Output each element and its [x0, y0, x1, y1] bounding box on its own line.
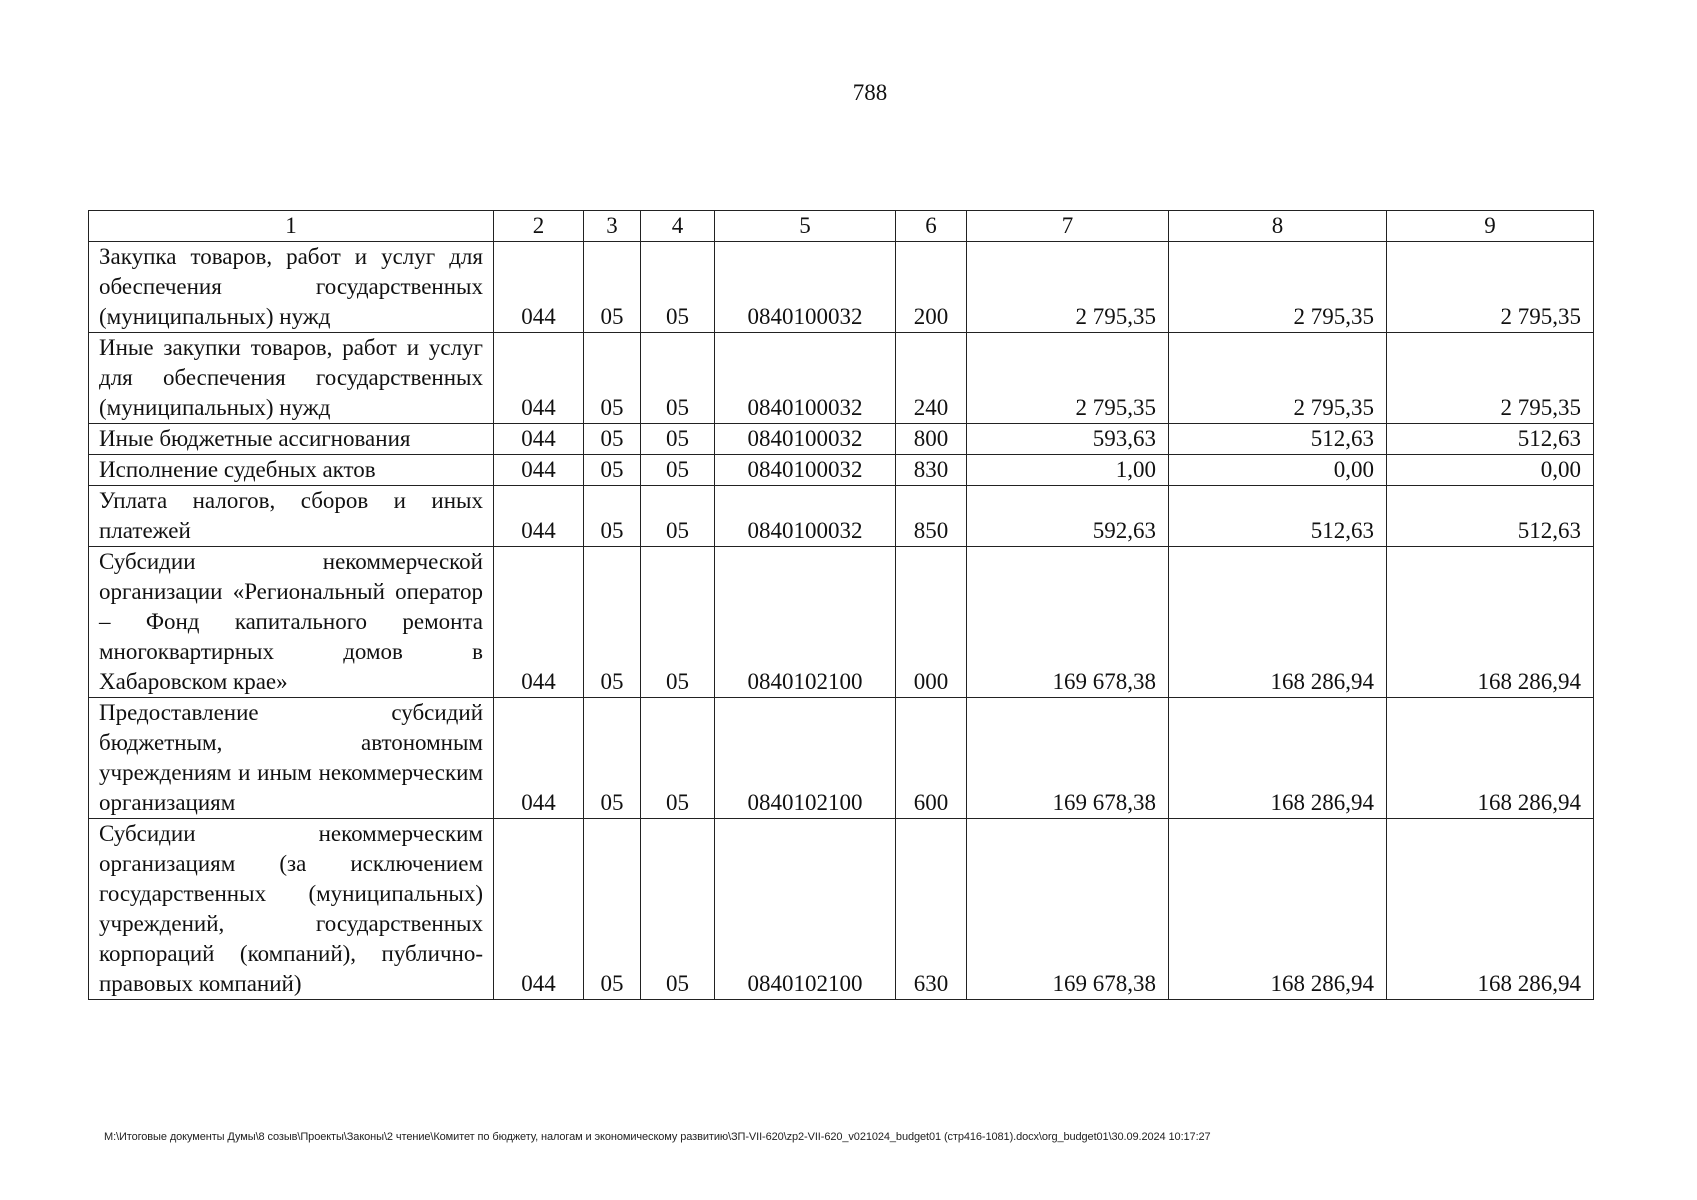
table-row: [89, 333, 1594, 424]
cell-target-article: 0840100032: [715, 333, 896, 424]
cell-ministry-code: 044: [494, 424, 584, 455]
cell-ministry-code: 044: [494, 698, 584, 819]
cell-amount-col8: 0,00: [1169, 455, 1387, 486]
cell-target-article: 0840102100: [715, 819, 896, 1000]
row-description: Предоставление субсидий бюджетным, автономным учреждениям и иным некоммерческим организациям: [89, 698, 494, 819]
column-header: 9: [1387, 211, 1594, 242]
cell-section: 05: [584, 455, 641, 486]
cell-ministry-code: 044: [494, 486, 584, 547]
cell-ministry-code: 044: [494, 242, 584, 333]
cell-amount-col8: 168 286,94: [1169, 547, 1387, 698]
row-description: Иные закупки товаров, работ и услуг для обеспечения государственных (муниципальных) нужд: [89, 333, 494, 424]
cell-amount-col9: 2 795,35: [1387, 333, 1594, 424]
row-description: Субсидии некоммерческим организациям (за исключением государственных (муниципальных) учреждений, государственных корпораций (компаний), публично-правовых компаний): [89, 819, 494, 1000]
table-row: [89, 547, 1594, 698]
page-number: 788: [852, 80, 888, 105]
cell-amount-col9: 168 286,94: [1387, 698, 1594, 819]
header-row: [89, 211, 1594, 242]
column-header: 5: [715, 211, 896, 242]
cell-ministry-code: 044: [494, 819, 584, 1000]
cell-subsection: 05: [641, 242, 715, 333]
cell-expense-type: 800: [896, 424, 967, 455]
cell-subsection: 05: [641, 455, 715, 486]
row-description: Иные бюджетные ассигнования: [89, 424, 494, 455]
cell-target-article: 0840100032: [715, 486, 896, 547]
cell-amount-col8: 2 795,35: [1169, 242, 1387, 333]
cell-subsection: 05: [641, 819, 715, 1000]
cell-amount-col8: 168 286,94: [1169, 819, 1387, 1000]
cell-amount-col8: 512,63: [1169, 486, 1387, 547]
cell-subsection: 05: [641, 486, 715, 547]
cell-ministry-code: 044: [494, 455, 584, 486]
cell-amount-col7: 169 678,38: [967, 547, 1169, 698]
cell-amount-col8: 2 795,35: [1169, 333, 1387, 424]
table-row: [89, 455, 1594, 486]
cell-section: 05: [584, 698, 641, 819]
column-header: 4: [641, 211, 715, 242]
column-header: 8: [1169, 211, 1387, 242]
cell-target-article: 0840100032: [715, 242, 896, 333]
cell-amount-col7: 592,63: [967, 486, 1169, 547]
cell-amount-col9: 2 795,35: [1387, 242, 1594, 333]
table-row: [89, 698, 1594, 819]
row-description: Уплата налогов, сборов и иных платежей: [89, 486, 494, 547]
cell-section: 05: [584, 333, 641, 424]
cell-amount-col9: 168 286,94: [1387, 547, 1594, 698]
column-header: 6: [896, 211, 967, 242]
cell-expense-type: 830: [896, 455, 967, 486]
cell-expense-type: 200: [896, 242, 967, 333]
cell-section: 05: [584, 819, 641, 1000]
cell-target-article: 0840102100: [715, 698, 896, 819]
cell-amount-col7: 2 795,35: [967, 333, 1169, 424]
column-header: 1: [89, 211, 494, 242]
cell-amount-col9: 168 286,94: [1387, 819, 1594, 1000]
cell-subsection: 05: [641, 424, 715, 455]
cell-subsection: 05: [641, 333, 715, 424]
cell-target-article: 0840100032: [715, 455, 896, 486]
cell-target-article: 0840102100: [715, 547, 896, 698]
cell-subsection: 05: [641, 547, 715, 698]
row-description: Исполнение судебных актов: [89, 455, 494, 486]
cell-amount-col9: 0,00: [1387, 455, 1594, 486]
table-row: [89, 424, 1594, 455]
cell-expense-type: 600: [896, 698, 967, 819]
cell-section: 05: [584, 424, 641, 455]
cell-amount-col7: 1,00: [967, 455, 1169, 486]
cell-amount-col9: 512,63: [1387, 424, 1594, 455]
column-header: 7: [967, 211, 1169, 242]
cell-ministry-code: 044: [494, 547, 584, 698]
cell-expense-type: 850: [896, 486, 967, 547]
column-header: 3: [584, 211, 641, 242]
row-description: Субсидии некоммерческой организации «Региональный оператор – Фонд капитального ремонта многоквартирных домов в Хабаровском крае»: [89, 547, 494, 698]
cell-amount-col7: 593,63: [967, 424, 1169, 455]
cell-amount-col9: 512,63: [1387, 486, 1594, 547]
column-header: 2: [494, 211, 584, 242]
cell-subsection: 05: [641, 698, 715, 819]
cell-expense-type: 240: [896, 333, 967, 424]
row-description: Закупка товаров, работ и услуг для обеспечения государственных (муниципальных) нужд: [89, 242, 494, 333]
footer-file-path: M:\Итоговые документы Думы\8 созыв\Проекты\Законы\2 чтение\Комитет по бюджету, налогам и экономическому развитию\ЗП-VII-620\zp2-VII-620_v021024_budget01 (стр416-1081).docx\org_budget01\30.09.2024 10:17:27: [104, 1131, 1211, 1143]
cell-target-article: 0840100032: [715, 424, 896, 455]
cell-amount-col7: 169 678,38: [967, 819, 1169, 1000]
cell-amount-col7: 169 678,38: [967, 698, 1169, 819]
cell-section: 05: [584, 486, 641, 547]
cell-section: 05: [584, 547, 641, 698]
cell-expense-type: 630: [896, 819, 967, 1000]
cell-ministry-code: 044: [494, 333, 584, 424]
table-row: [89, 242, 1594, 333]
cell-amount-col7: 2 795,35: [967, 242, 1169, 333]
cell-amount-col8: 168 286,94: [1169, 698, 1387, 819]
table-row: [89, 819, 1594, 1000]
table-row: [89, 486, 1594, 547]
cell-expense-type: 000: [896, 547, 967, 698]
budget-table: [88, 210, 1594, 1000]
cell-amount-col8: 512,63: [1169, 424, 1387, 455]
cell-section: 05: [584, 242, 641, 333]
